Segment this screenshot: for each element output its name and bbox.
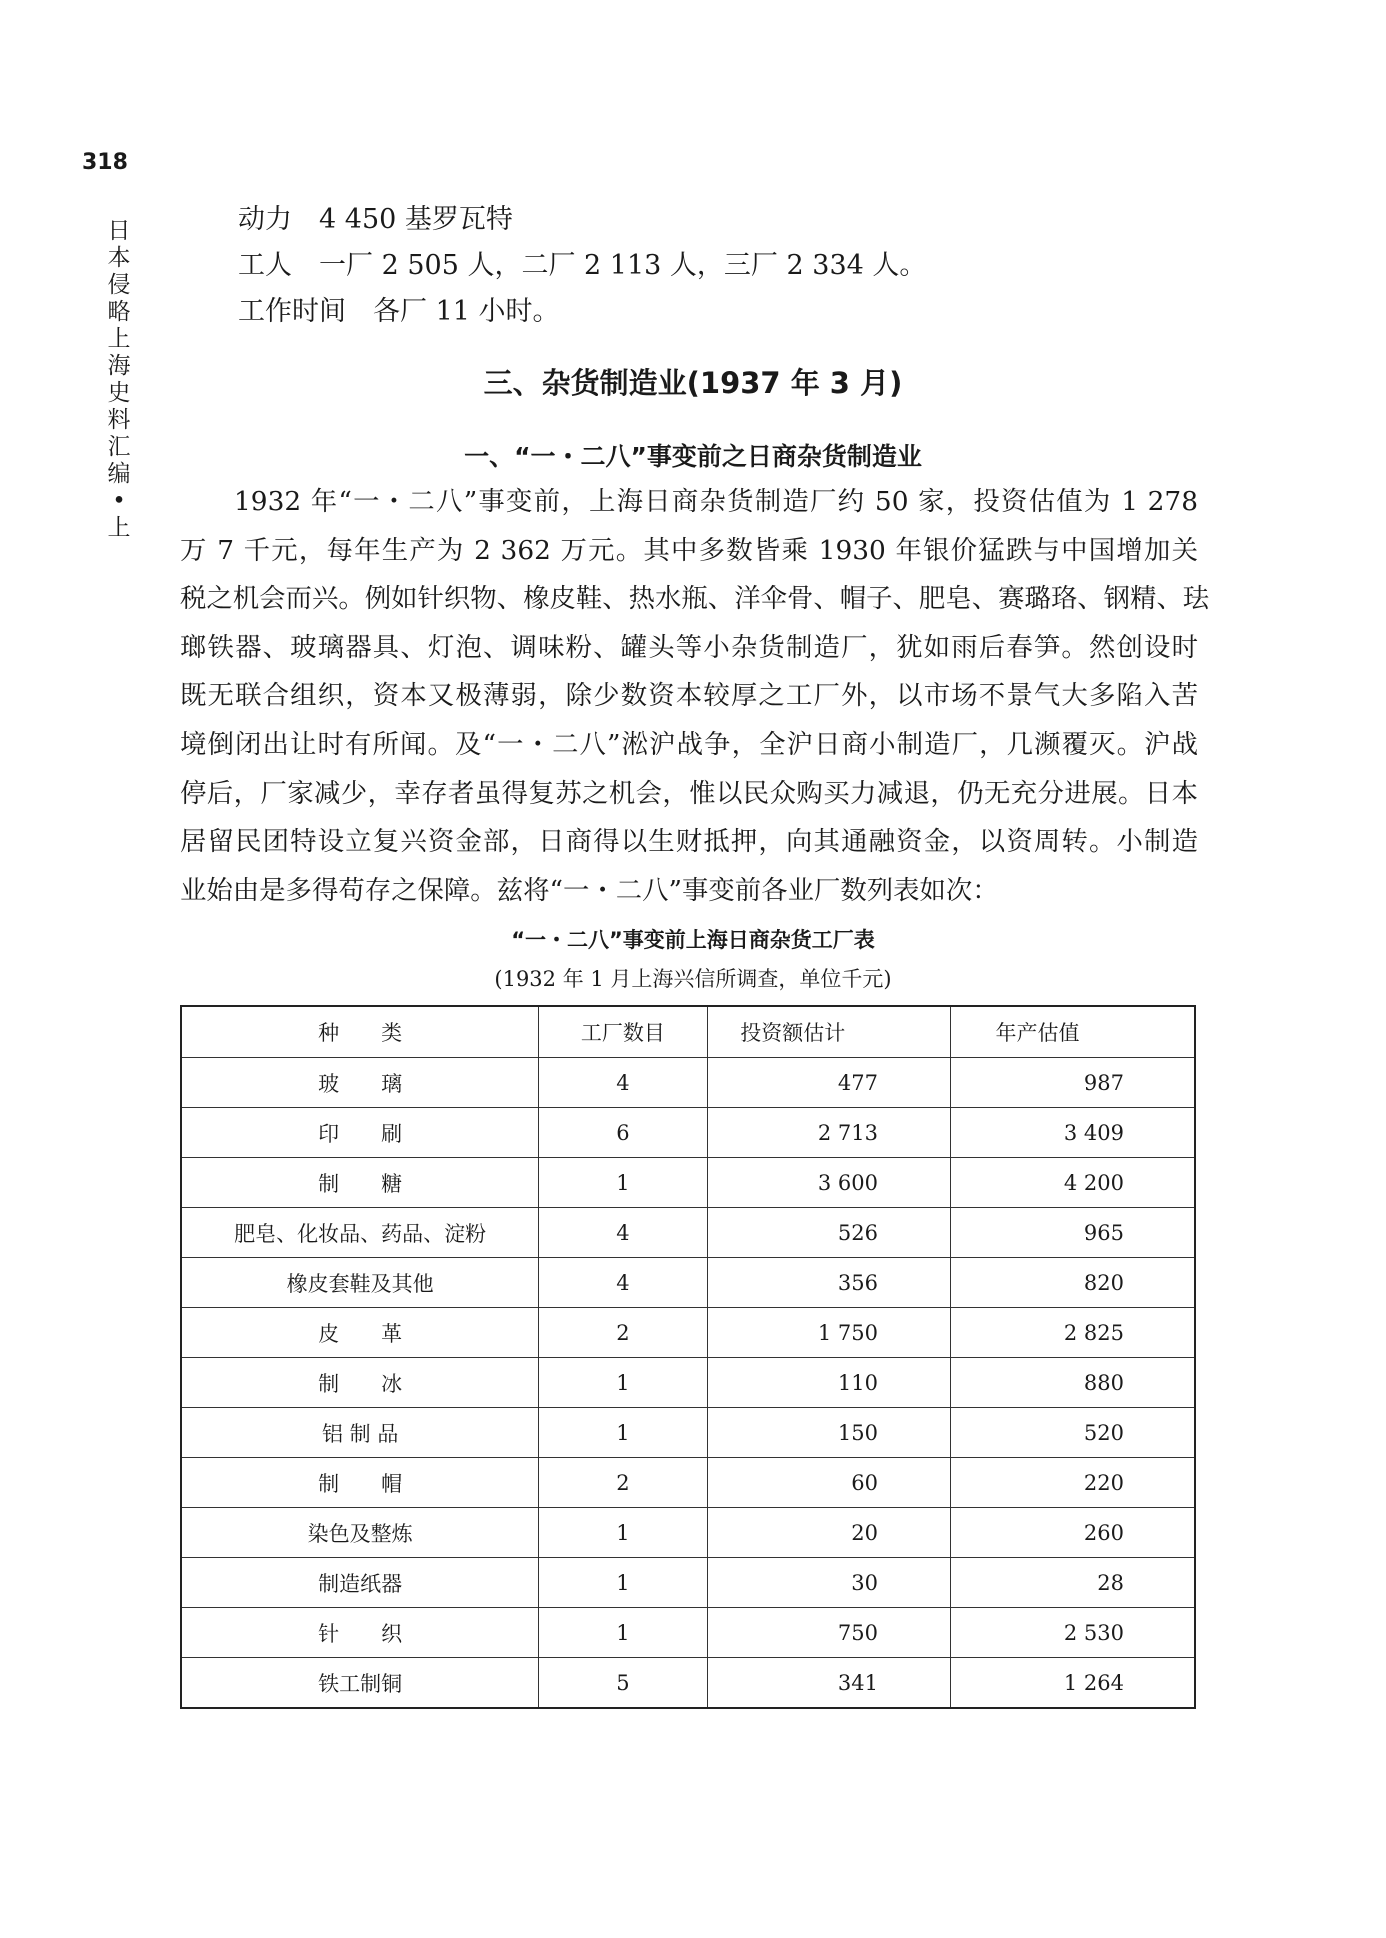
cell-kind: 针 织 [181,1608,539,1658]
section-heading: 三、杂货制造业(1937 年 3 月) [483,366,903,400]
cell-factory-count: 1 [539,1408,707,1458]
table-row [181,1458,1195,1508]
running-title-char: 史 [107,380,131,406]
table-row [181,1558,1195,1608]
running-title-char: 海 [107,353,131,379]
cell-investment: 60 [707,1458,950,1508]
paragraph-line: 税之机会而兴。例如针织物、橡皮鞋、热水瓶、洋伞骨、帽子、肥皂、赛璐珞、钢精、珐 [180,583,1210,615]
table-row [181,1308,1195,1358]
cell-investment: 3 600 [707,1158,950,1208]
cell-annual-output: 3 409 [951,1108,1195,1158]
cell-kind: 染色及整炼 [181,1508,539,1558]
paragraph-line: 万 7 千元，每年生产为 2 362 万元。其中多数皆乘 1930 年银价猛跌与中国增加关 [180,534,1198,566]
table-row [181,1608,1195,1658]
cell-factory-count: 6 [539,1108,707,1158]
table-row [181,1358,1195,1408]
table-row [181,1108,1195,1158]
cell-kind: 制造纸器 [181,1558,539,1608]
table-row [181,1258,1195,1308]
cell-investment: 2 713 [707,1108,950,1158]
cell-kind: 玻 璃 [181,1058,539,1108]
cell-factory-count: 2 [539,1458,707,1508]
cell-investment: 150 [707,1408,950,1458]
cell-annual-output: 220 [951,1458,1195,1508]
page-number: 318 [82,150,128,175]
paragraph-line: 业始由是多得苟存之保障。兹将“一・二八”事变前各业厂数列表如次： [180,874,999,906]
factory-table [180,1005,1196,1709]
cell-factory-count: 4 [539,1258,707,1308]
paragraph-line: 1932 年“一・二八”事变前，上海日商杂货制造厂约 50 家，投资估值为 1 278 [234,486,1198,517]
table-row [181,1208,1195,1258]
cell-factory-count: 4 [539,1058,707,1108]
running-title-char: 上 [107,326,131,352]
cell-investment: 356 [707,1258,950,1308]
table-row [181,1058,1195,1108]
table-title: “一・二八”事变前上海日商杂货工厂表 [511,928,875,952]
cell-annual-output: 2 825 [951,1308,1195,1358]
table-header-row [181,1006,1195,1058]
header-kind: 种 类 [181,1006,539,1058]
cell-investment: 526 [707,1208,950,1258]
cell-annual-output: 4 200 [951,1158,1195,1208]
running-title-char: 略 [107,299,131,325]
cell-kind: 制 帽 [181,1458,539,1508]
running-title-char: 本 [107,245,131,271]
cell-investment: 20 [707,1508,950,1558]
paragraph-line: 既无联合组织，资本又极薄弱，除少数资本较厚之工厂外，以市场不景气大多陷入苦 [180,680,1198,712]
cell-annual-output: 260 [951,1508,1195,1558]
cell-kind: 皮 革 [181,1308,539,1358]
power-line: 动力 4 450 基罗瓦特 [238,204,513,235]
running-title-char: 上 [107,515,131,541]
cell-factory-count: 1 [539,1558,707,1608]
cell-factory-count: 2 [539,1308,707,1358]
cell-investment: 30 [707,1558,950,1608]
cell-factory-count: 1 [539,1608,707,1658]
cell-investment: 750 [707,1608,950,1658]
running-title-char: 侵 [107,272,131,298]
cell-kind: 肥皂、化妆品、药品、淀粉 [181,1208,539,1258]
header-factory-count: 工厂数目 [539,1006,707,1058]
table-subtitle: (1932 年 1 月上海兴信所调查，单位千元) [494,967,892,991]
table-row [181,1408,1195,1458]
cell-annual-output: 28 [951,1558,1195,1608]
running-title-char: 汇 [107,434,131,460]
table-row [181,1508,1195,1558]
workers-line: 工人 一厂 2 505 人，二厂 2 113 人，三厂 2 334 人。 [238,250,927,281]
cell-factory-count: 4 [539,1208,707,1258]
cell-annual-output: 820 [951,1258,1195,1308]
sub-heading: 一、“一・二八”事变前之日商杂货制造业 [464,442,922,471]
header-annual-output: 年产估值 [951,1006,1195,1058]
running-title-char: 编 [107,461,131,487]
paragraph-line: 停后，厂家减少，幸存者虽得复苏之机会，惟以民众购买力减退，仍无充分进展。日本 [180,777,1198,809]
cell-factory-count: 5 [539,1658,707,1709]
header-investment: 投资额估计 [707,1006,950,1058]
cell-annual-output: 965 [951,1208,1195,1258]
cell-kind: 制 糖 [181,1158,539,1208]
hours-line: 工作时间 各厂 11 小时。 [238,296,560,327]
cell-investment: 1 750 [707,1308,950,1358]
cell-kind: 印 刷 [181,1108,539,1158]
cell-factory-count: 1 [539,1158,707,1208]
running-title-char: • [112,488,126,514]
cell-factory-count: 1 [539,1358,707,1408]
cell-annual-output: 987 [951,1058,1195,1108]
body-paragraph [180,478,1210,915]
cell-annual-output: 880 [951,1358,1195,1408]
factory-table-body [181,1006,1195,1708]
cell-kind: 制 冰 [181,1358,539,1408]
running-title-char: 料 [107,407,131,433]
cell-kind: 橡皮套鞋及其他 [181,1258,539,1308]
cell-annual-output: 520 [951,1408,1195,1458]
cell-investment: 110 [707,1358,950,1408]
paragraph-line: 居留民团特设立复兴资金部，日商得以生财抵押，向其通融资金，以资周转。小制造 [180,826,1198,858]
table-row [181,1658,1195,1709]
running-title-char: 日 [107,218,131,244]
cell-annual-output: 2 530 [951,1608,1195,1658]
cell-investment: 477 [707,1058,950,1108]
cell-factory-count: 1 [539,1508,707,1558]
cell-investment: 341 [707,1658,950,1709]
cell-kind: 铝 制 品 [181,1408,539,1458]
paragraph-line: 境倒闭出让时有所闻。及“一・二八”淞沪战争，全沪日商小制造厂，几濒覆灭。沪战 [180,728,1198,760]
cell-annual-output: 1 264 [951,1658,1195,1709]
cell-kind: 铁工制铜 [181,1658,539,1709]
table-row [181,1158,1195,1208]
paragraph-line: 瑯铁器、玻璃器具、灯泡、调味粉、罐头等小杂货制造厂，犹如雨后春笋。然创设时 [180,631,1198,663]
